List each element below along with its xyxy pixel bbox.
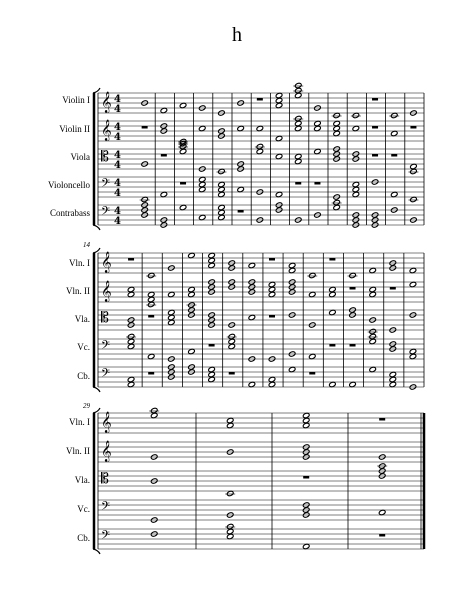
bracket-hook	[93, 387, 100, 392]
whole-note	[302, 412, 309, 418]
whole-note	[378, 509, 385, 515]
whole-rest	[410, 126, 416, 129]
instrument-name: Viola	[70, 152, 90, 162]
whole-note	[168, 309, 175, 315]
treble-clef: 𝄞	[101, 120, 112, 141]
whole-rest	[372, 98, 378, 101]
whole-note	[160, 107, 167, 113]
time-signature-denominator: 4	[114, 216, 121, 227]
instrument-name: Contrabass	[50, 208, 90, 218]
whole-note	[391, 112, 398, 118]
whole-rest	[142, 126, 148, 129]
whole-note	[309, 353, 316, 359]
bass-clef: 𝄢	[101, 500, 111, 516]
whole-note	[333, 204, 340, 210]
measure-number: 14	[83, 241, 90, 249]
whole-note	[349, 381, 356, 387]
alto-clef: 𝄡	[101, 310, 109, 326]
whole-note	[352, 125, 359, 131]
whole-note	[295, 158, 302, 164]
whole-note	[248, 262, 255, 268]
whole-note	[208, 252, 215, 258]
whole-note	[208, 262, 215, 268]
whole-note	[150, 412, 157, 418]
whole-note	[329, 381, 336, 387]
whole-note	[226, 417, 233, 423]
whole-note	[226, 523, 233, 529]
bass-clef: 𝄢	[101, 205, 111, 221]
whole-note	[349, 272, 356, 278]
whole-note	[369, 286, 376, 292]
whole-rest	[269, 315, 275, 318]
whole-note	[228, 343, 235, 349]
whole-note	[237, 125, 244, 131]
whole-rest	[329, 258, 335, 261]
whole-note	[410, 196, 417, 202]
whole-rest	[238, 210, 244, 213]
whole-note	[248, 381, 255, 387]
whole-note	[275, 92, 282, 98]
whole-note	[268, 291, 275, 297]
whole-note	[369, 338, 376, 344]
whole-note	[127, 338, 134, 344]
whole-note	[314, 125, 321, 131]
whole-note	[369, 333, 376, 339]
whole-note	[226, 490, 233, 496]
whole-note	[168, 319, 175, 325]
whole-rest	[209, 344, 215, 347]
bracket-hook	[93, 225, 100, 230]
whole-note	[199, 214, 206, 220]
instrument-name: Violoncello	[48, 180, 90, 190]
time-signature-numerator: 4	[114, 178, 121, 189]
bracket-hook	[93, 248, 100, 253]
whole-rest	[161, 154, 167, 157]
whole-rest	[379, 534, 385, 537]
whole-note	[218, 181, 225, 187]
whole-note	[352, 191, 359, 197]
whole-note	[208, 366, 215, 372]
whole-rest	[269, 258, 275, 261]
time-signature-denominator: 4	[114, 188, 121, 199]
measure-number: 29	[83, 402, 90, 410]
whole-rest	[314, 182, 320, 185]
treble-clef: 𝄞	[101, 441, 112, 462]
whole-note	[237, 186, 244, 192]
whole-rest	[128, 258, 134, 261]
time-signature-numerator: 4	[114, 150, 121, 161]
time-signature-numerator: 4	[114, 122, 121, 133]
whole-note	[409, 267, 416, 273]
whole-note	[218, 191, 225, 197]
whole-note	[409, 353, 416, 359]
whole-note	[369, 366, 376, 372]
instrument-name: Vln. II	[66, 446, 90, 456]
whole-note	[226, 422, 233, 428]
whole-note	[248, 314, 255, 320]
whole-note	[352, 112, 359, 118]
instrument-name: Vln. I	[69, 258, 90, 268]
whole-note	[147, 291, 154, 297]
whole-note	[295, 120, 302, 126]
whole-note	[309, 272, 316, 278]
whole-note	[199, 125, 206, 131]
whole-note	[410, 163, 417, 169]
whole-note	[333, 112, 340, 118]
whole-note	[369, 267, 376, 273]
alto-clef: 𝄡	[101, 471, 109, 487]
bracket-hook	[93, 408, 100, 413]
whole-note	[409, 281, 416, 287]
whole-rest	[295, 182, 301, 185]
whole-note	[288, 262, 295, 268]
whole-note	[295, 82, 302, 88]
whole-note	[295, 153, 302, 159]
whole-note	[208, 376, 215, 382]
whole-note	[188, 252, 195, 258]
whole-note	[127, 286, 134, 292]
instrument-name: Cb.	[77, 371, 90, 381]
time-signature-denominator: 4	[114, 132, 121, 143]
whole-note	[295, 92, 302, 98]
whole-note	[256, 148, 263, 154]
whole-note	[127, 333, 134, 339]
whole-note	[228, 333, 235, 339]
whole-note	[268, 286, 275, 292]
whole-note	[228, 338, 235, 344]
whole-note	[333, 120, 340, 126]
whole-note	[150, 407, 157, 413]
whole-note	[389, 376, 396, 382]
whole-rest	[350, 344, 356, 347]
whole-note	[179, 148, 186, 154]
instrument-name: Vla.	[74, 475, 90, 485]
time-signature-denominator: 4	[114, 160, 121, 171]
instrument-name: Vc.	[77, 342, 90, 352]
whole-note	[218, 214, 225, 220]
whole-note	[309, 291, 316, 297]
whole-note	[302, 543, 309, 549]
instrument-name: Cb.	[77, 533, 90, 543]
whole-rest	[148, 372, 154, 375]
whole-rest	[303, 476, 309, 479]
whole-note	[295, 87, 302, 93]
whole-note	[188, 348, 195, 354]
whole-note	[147, 301, 154, 307]
whole-note	[389, 381, 396, 387]
whole-rest	[229, 372, 235, 375]
instrument-name: Vln. I	[69, 417, 90, 427]
whole-note	[275, 135, 282, 141]
whole-note	[352, 186, 359, 192]
whole-rest	[379, 418, 385, 421]
whole-rest	[350, 287, 356, 290]
whole-rest	[372, 154, 378, 157]
whole-note	[314, 120, 321, 126]
whole-note	[275, 191, 282, 197]
whole-note	[256, 125, 263, 131]
whole-note	[199, 186, 206, 192]
treble-clef: 𝄞	[101, 412, 112, 433]
whole-note	[199, 176, 206, 182]
whole-note	[369, 291, 376, 297]
whole-note	[329, 291, 336, 297]
time-signature-numerator: 4	[114, 206, 121, 217]
bracket-hook	[93, 549, 100, 554]
whole-note	[333, 125, 340, 131]
whole-note	[168, 314, 175, 320]
bass-clef: 𝄢	[101, 177, 111, 193]
whole-note	[218, 186, 225, 192]
whole-note	[168, 291, 175, 297]
whole-note	[226, 533, 233, 539]
time-signature-numerator: 4	[114, 94, 121, 105]
bracket-hook	[93, 88, 100, 93]
treble-clef: 𝄞	[101, 92, 112, 113]
whole-note	[352, 181, 359, 187]
alto-clef: 𝄡	[101, 149, 109, 165]
whole-note	[302, 417, 309, 423]
instrument-name: Vln. II	[66, 286, 90, 296]
instrument-name: Violin I	[62, 95, 90, 105]
whole-note	[302, 422, 309, 428]
whole-rest	[391, 154, 397, 157]
whole-rest	[180, 182, 186, 185]
whole-note	[275, 102, 282, 108]
whole-note	[179, 204, 186, 210]
instrument-name: Vla.	[74, 314, 90, 324]
whole-note	[409, 348, 416, 354]
bass-clef: 𝄢	[101, 367, 111, 383]
whole-note	[188, 286, 195, 292]
whole-note	[275, 97, 282, 103]
whole-note	[141, 196, 148, 202]
whole-note	[268, 281, 275, 287]
whole-note	[188, 291, 195, 297]
whole-note	[208, 371, 215, 377]
time-signature-denominator: 4	[114, 104, 121, 115]
whole-rest	[372, 126, 378, 129]
whole-rest	[390, 287, 396, 290]
whole-note	[391, 130, 398, 136]
whole-note	[179, 102, 186, 108]
whole-note	[329, 309, 336, 315]
whole-note	[288, 366, 295, 372]
whole-rest	[257, 98, 263, 101]
whole-note	[147, 296, 154, 302]
whole-note	[226, 528, 233, 534]
whole-note	[218, 168, 225, 174]
whole-note	[127, 381, 134, 387]
whole-rest	[329, 344, 335, 347]
score-title: h	[232, 24, 242, 46]
whole-note	[410, 168, 417, 174]
whole-rest	[309, 372, 315, 375]
treble-clef: 𝄞	[101, 252, 112, 273]
whole-note	[218, 204, 225, 210]
whole-note	[369, 328, 376, 334]
whole-note	[147, 272, 154, 278]
whole-note	[208, 257, 215, 263]
whole-note	[295, 125, 302, 131]
whole-note	[329, 286, 336, 292]
whole-note	[275, 153, 282, 159]
whole-note	[389, 371, 396, 377]
whole-note	[333, 199, 340, 205]
whole-note	[147, 353, 154, 359]
treble-clef: 𝄞	[101, 281, 112, 302]
whole-note	[391, 191, 398, 197]
whole-note	[295, 115, 302, 121]
whole-note	[314, 148, 321, 154]
whole-rest	[148, 315, 154, 318]
instrument-name: Violin II	[59, 124, 90, 134]
whole-note	[160, 191, 167, 197]
whole-note	[127, 291, 134, 297]
whole-note	[268, 376, 275, 382]
whole-note	[199, 181, 206, 187]
whole-note	[268, 381, 275, 387]
whole-note	[127, 343, 134, 349]
bass-clef: 𝄢	[101, 529, 111, 545]
whole-note	[218, 209, 225, 215]
instrument-name: Vc.	[77, 504, 90, 514]
whole-note	[333, 130, 340, 136]
whole-note	[288, 267, 295, 273]
whole-note	[256, 143, 263, 149]
bass-clef: 𝄢	[101, 339, 111, 355]
whole-note	[127, 376, 134, 382]
